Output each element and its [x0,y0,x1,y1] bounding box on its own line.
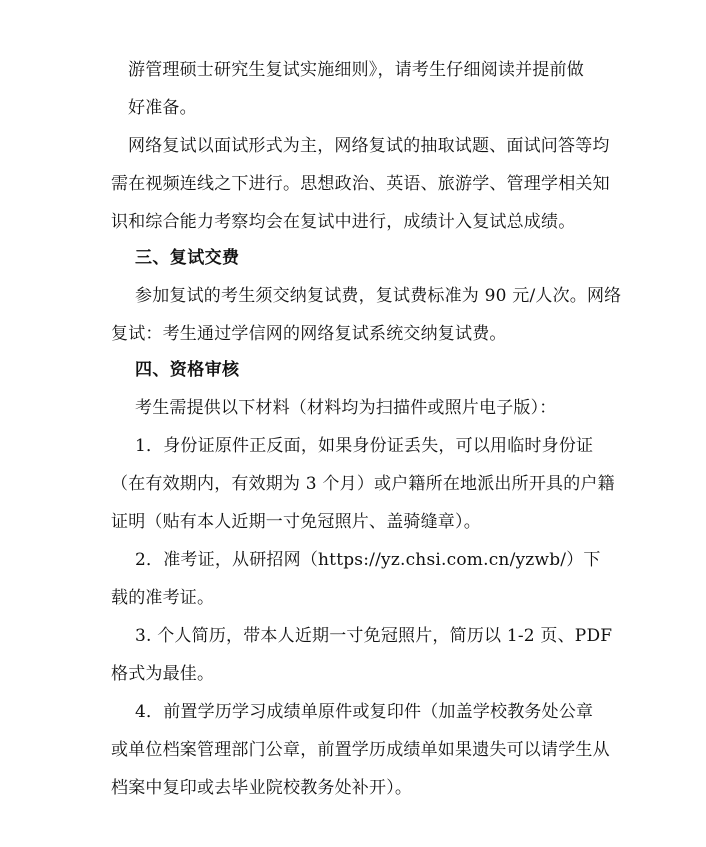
text-line-12: （在有效期内，有效期为 3 个月）或户籍所在地派出所开具的户籍 [111,474,615,494]
text-line-20: 档案中复印或去毕业院校教务处补开）。 [111,778,413,798]
text-line-18: 4．前置学历学习成绩单原件或复印件（加盖学校教务处公章 [135,702,594,722]
text-line-4: 需在视频连线之下进行。思想政治、英语、旅游学、管理学相关知 [111,174,610,194]
section-heading-fees: 三、复试交费 [135,248,240,268]
section-heading-qualification: 四、资格审核 [135,360,240,380]
text-line-3: 网络复试以面试形式为主，网络复试的抽取试题、面试问答等均 [128,136,610,156]
text-line-5: 识和综合能力考察均会在复试中进行，成绩计入复试总成绩。 [111,212,576,232]
text-line-17: 格式为最佳。 [111,664,215,684]
text-line-7: 参加复试的考生须交纳复试费，复试费标准为 90 元/人次。网络 [135,286,622,306]
text-line-14: 2．准考证，从研招网（https://yz.chsi.com.cn/yzwb/）下 [135,550,601,570]
text-line-16: 3. 个人简历，带本人近期一寸免冠照片，简历以 1-2 页、PDF [135,626,613,646]
text-line-11: 1．身份证原件正反面，如果身份证丢失，可以用临时身份证 [135,436,594,456]
text-line-15: 载的准考证。 [111,588,215,608]
text-line-10: 考生需提供以下材料（材料均为扫描件或照片电子版）： [135,398,557,418]
text-line-13: 证明（贴有本人近期一寸免冠照片、盖骑缝章）。 [111,512,481,532]
text-line-2: 好准备。 [128,98,197,118]
text-line-1: 游管理硕士研究生复试实施细则》，请考生仔细阅读并提前做 [128,60,584,80]
text-line-19: 或单位档案管理部门公章，前置学历成绩单如果遗失可以请学生从 [111,740,610,760]
text-line-8: 复试：考生通过学信网的网络复试系统交纳复试费。 [111,324,507,344]
